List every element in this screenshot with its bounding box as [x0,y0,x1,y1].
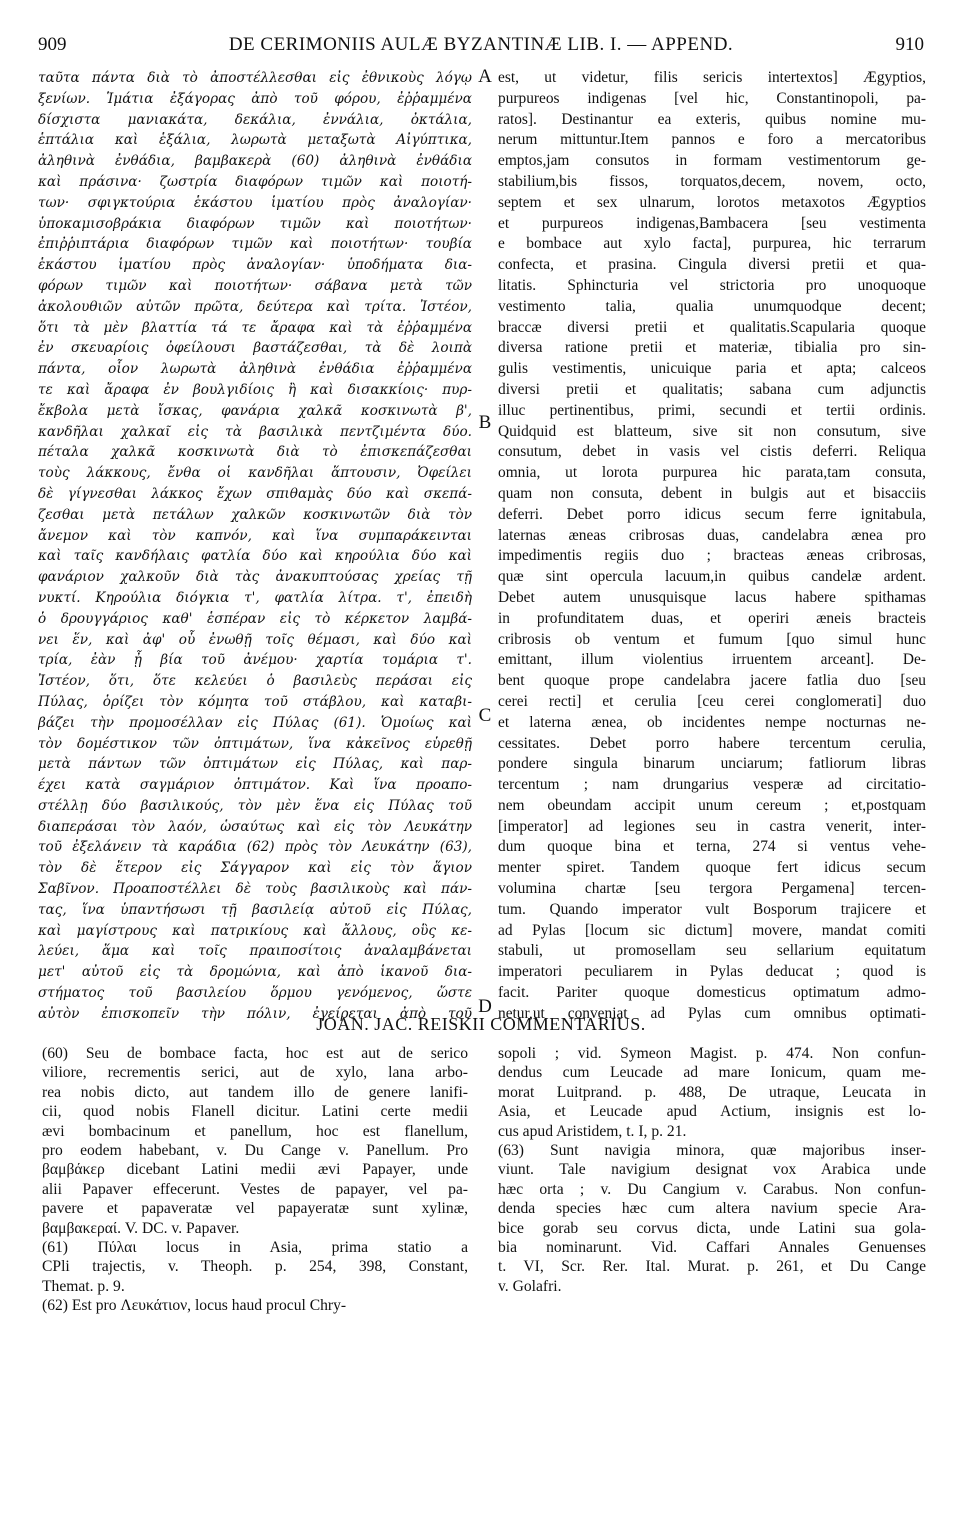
greek-text-line: νει ἕν, καὶ ἀφ' οὗ ἐνωθῇ τοῖς θέμασι, καὶ δύο καὶ [38,631,472,648]
greek-text-line: ὑποκαμισοβράκια διαφόρων τιμῶν καὶ ποιοτήτων· [38,215,472,232]
latin-text-line: laternas æneas cribrosas duas, candelabra ænea pro [498,526,926,544]
commentary-title: JOAN. JAC. REISKII COMMENTARIUS. [316,1014,646,1034]
latin-text-line: impedimentis regiis duo ; bracteas æneas cribrosas, [498,547,926,565]
latin-text-line: ratos]. Destinantur ea exteris, quibus nomine mu- [498,110,926,128]
greek-text-line: Σαβῖνον. Προαποστέλλει δὲ τοὺς βασιλικοὺς καὶ πάν- [38,881,472,898]
footnote-line: Themat. p. 9. [42,1277,125,1295]
latin-text-line: omnia, ut lorota purpurea hic parata,tam consuta, [498,464,926,482]
latin-text-line: tercentum ; nam drungarius vesperæ ad circitatio- [498,776,926,794]
greek-text-line: διαπεράσαι τὸν λαόν, ὡσαύτως καὶ εἰς τὸν Λευκάτην [38,818,472,835]
footnote-line: pavere et papaveratæ vel papayeratæ sunt xylinæ, [42,1200,468,1218]
footnote-line: morat Luitprand. p. 488, De utraque, Leucata in [498,1083,926,1101]
margin-marker-c: C [478,705,492,726]
footnote-line: t. VI, Scr. Rer. Ital. Murat. p. 261, et Du Cange [498,1258,926,1276]
latin-text-line: cessitates. Debet porro habere tercentum cerulia, [498,734,926,752]
greek-text-line: ἔκβολα μετὰ ἴσκας, φανάρια χαλκᾶ κοσκινωτὰ β', [38,402,472,419]
greek-text-line: μετ' αὐτοῦ εἰς τὰ δρομώνια, καὶ ἀπὸ ἱκανοῦ δια- [38,964,472,981]
latin-text-line: cribrosis ob ventum et fumum [quo simul hunc [498,630,926,648]
footnote-line: βαμβακεραί. V. DC. v. Papaver. [42,1219,240,1237]
footnote-line: hæc orta ; v. Du Cangium v. Carabus. Non confun- [498,1180,926,1198]
latin-text-line: est, ut videtur, filis sericis intertextos] Ægyptios, [498,69,926,86]
greek-text-line: βάζει τὴν προμοσέλλαν εἰς Πύλας (61). Ὁμοίως καὶ [38,714,472,731]
greek-text-line: καὶ πράσινα· ζωστρία διαφόρων τιμῶν καὶ ποιοτή- [38,173,472,190]
latin-text-line: illuc pertinentibus, primi, secundi et tertii ordinis. [498,401,926,419]
greek-text-line: ἐν σκευαρίοις ὀφείλουσι βαστάζεσθαι, τὰ δὲ λοιπὰ [38,340,472,357]
greek-text-line: δὲ γίγνεσθαι λάκκος ἔχων σπιθαμὰς δύο καὶ σκεπά- [38,485,472,502]
footnote-line: bice gorab seu corvus dicta, unde Latini sua gola- [498,1219,926,1237]
greek-text-line: έχει κατὰ σαγμάριον ὀπτιμάτον. Καὶ ἵνα προαπο- [38,777,472,794]
footnote-line: (60) Seu de bombace facta, hoc est aut de serico [42,1045,468,1062]
footnote-line: cus apud Aristidem, t. I, p. 21. [498,1122,687,1140]
latin-text-line: quam non consuta, debent in bulgis aut et bisacciis [498,484,926,502]
greek-text-line: φανάριον χαλκοῦν διὰ τὰς ἀνακυπτούσας χρείας τῇ [38,569,472,586]
greek-text-line: των· σφιγκτούρια ἑκάστου ἱματίου πρὸς ἀναλογίαν· [38,194,472,211]
footnote-line: (63) Sunt navigia minora, quæ majoribus inser- [498,1141,926,1159]
latin-text-line: netur,ut conveniat ad Pylas cum omnibus optimati- [498,1004,926,1022]
footnote-line: (61) Πύλαι locus in Asia, prima statio a [42,1238,468,1256]
latin-text-line: et laterna ænea, ob incidentes nempe nocturnas ne- [498,713,926,731]
latin-text-line: emptos,jam consutos in formam vestimentorum ge- [498,152,926,170]
latin-text-line: ad Pylas [locum sic dictum] movere, mandat comiti [498,921,926,939]
latin-text-line: confecta, et prasina. Cingula diversi pretii et qua- [498,256,926,274]
greek-text-line: τὸν δομέστικον τῶν ὀπτιμάτων, ἵνα κἀκεῖνος εὑρεθῇ [38,735,472,752]
footnotes-right-column [498,1044,926,1296]
greek-text-line: στέλλῃ δύο βασιλικούς, τὸν μὲν ἕνα εἰς Πύλας τοῦ [38,797,472,814]
greek-text-line: ὁ δρουγγάριος καθ' ἑσπέραν εἰς τὸ κέρκετον λαμβά- [38,610,472,627]
latin-text-line: pondere singula binarum unciarum; fatliorum libras [498,755,926,773]
greek-text-line: ἀκολουθιῶν αὐτῶν πρῶτα, δεύτερα καὶ τρίτα. Ἰστέον, [38,298,472,315]
greek-text-line: φόρων τιμῶν καὶ ποιοτήτων· σάβανα μετὰ τῶν [38,277,472,294]
footnote-line: bia nominarunt. Vid. Caffari Annales Genuenses [498,1238,926,1256]
latin-text-line: menter spiret. Tandem quoque fert idicus secum [498,859,926,877]
greek-text-line: τοῦ ἐξελάνειν τὰ καράδια (62) πρὸς τὸν Λευκάτην (63), [38,839,472,856]
latin-text-line: et purpureos indigenas,Bambacera [seu vestimenta [498,214,926,232]
greek-text-line: τε καὶ ἄραφα ἐν βουλγιδίοις ἢ καὶ δισακκίοις· πυρ- [38,381,472,398]
margin-marker-d: D [478,996,492,1017]
footnote-line: sopoli ; vid. Symeon Magist. p. 474. Non confun- [498,1045,926,1062]
latin-text-line: nem obeundam accipit unum cereum ; et,postquam [498,796,926,814]
greek-text-line: τοὺς λάκκους, ἔνθα οἱ κανδῆλαι ἅπτουσιν, Ὀφείλει [38,465,472,482]
greek-text-line: καὶ ταῖς κανδήλαις φατλία δύο καὶ κηρούλια δύο καὶ [38,548,472,565]
greek-text-line: ἄνεμον καὶ τὸν καπνόν, καὶ ἵνα συμπαράκεινται [38,527,472,544]
greek-text-line: ὅτι τὰ μὲν βλαττία τά τε ἄραφα καὶ τὰ ἐῤῥαμμένα [38,319,472,336]
latin-text-line: consutum, debet in vasis vel cistis deferri. Reliqua [498,443,926,461]
greek-text-line: ξενίων. Ἱμάτια ἐξάγορας ἀπὸ τοῦ φόρου, ἐῤῥαμμένα [38,90,472,107]
latin-text-line: cerei recti] et cerulia [ceu cerei conglomerati] duo [498,692,926,710]
footnote-line: (62) Est pro Λευκάτιον, locus haud procul Chry- [42,1297,347,1315]
latin-text-line: dum quoque bina et terna, 274 si ventus vehe- [498,838,926,856]
greek-text-line: ἀληθινὰ ἐνθάδια, βαμβακερὰ (60) ἀληθινὰ ἐνθάδια [38,153,472,170]
latin-text-line: e bombace aut xylo facta], purpurea, hic terrarum [498,235,926,253]
latin-text-line: Debet autem unusquisque lacus habere spithamas [498,588,926,606]
footnote-line: βαμβάκερ dicebant Latini medii ævi Papayer, unde [42,1161,468,1179]
footnote-line: denda species hæc cum altera navium specie Ara- [498,1200,926,1218]
right-page-number: 910 [895,34,924,55]
greek-text-line: Πύλας, ὁρίζει τὸν κόμητα τοῦ στάβλου, καὶ καταβι- [38,693,472,710]
latin-text-line: in profunditatem duas, et operiri æneis bracteis [498,609,926,627]
left-page-number: 909 [38,34,67,55]
latin-text-line: litatis. Sphincturia vel strictoria pro unoquoque [498,276,926,294]
greek-text-line: αὐτὸν ἐπισκοπεῖν τὴν πόλιν, ἐγείρεται ἀπὸ τοῦ [38,1005,472,1022]
margin-marker-a: A [478,66,492,87]
greek-text-line: ἑπτάλια καὶ ἑξάλια, λωρωτὰ μεταξωτὰ Αἰγύπτικα, [38,132,472,149]
latin-text-line: Quidquid est blatteum, sive sit non consutum, sive [498,422,926,440]
latin-text-line: purpureos indigenas [vel hic, Constantinopoli, pa- [498,89,926,107]
latin-text-line: nerum mittuntur.Item pannos e foro a mercatoribus [498,131,926,149]
latin-text-line: deferri. Debet porro idicus secum ferre ignitabula, [498,505,926,523]
greek-text-line: καὶ μαγίστρους καὶ πατρικίους καὶ ἄλλους, οὓς κε- [38,922,472,939]
latin-text-line: diversa ratione pretii et materiæ, tibialia pro sin- [498,339,926,357]
footnote-line: ævi bombacinum et panellum, hoc est flanellum, [42,1122,468,1140]
running-header [38,34,924,60]
latin-text-line: [imperator] ad legiones seu in castra venerit, inter- [498,817,926,835]
greek-text-line: ἑκάστου ἱματίου πρὸς ἀναλογίαν· ὑποδήματα δια- [38,257,472,274]
latin-text-line: stabuli, ut promosellam seu sellarium equitatum [498,942,926,960]
greek-text-line: νυκτί. Κηρούλια διόγκια τ', φατλία λίτρα. τ', ἐπειδὴ [38,589,472,606]
footnote-line: Asia, et Leucade apud Actium, insignis est lo- [498,1103,926,1121]
greek-text-line: πάντα, οἷον λωρωτὰ ἀληθινὰ ἐνθάδια ἐῤῥαμμένα [38,361,472,378]
latin-text-line: quæ sint opercula lacuum,in quibus candelæ ardent. [498,568,926,586]
latin-text-line: stabilium,bis fissos, torquatos,decem, novem, octo, [498,172,926,190]
latin-text-line: vestimento talia, qualia unumquodque decent; [498,297,926,315]
greek-text-line: τὸν δὲ ἕτερον εἰς Σάγγαρον καὶ εἰς τὸν ἅγιον [38,860,472,877]
greek-text-line: τρία, ἐὰν ᾖ βία τοῦ ἀνέμου· χαρτία τομάρια τ'. [38,652,472,669]
greek-text-line: τας, ἵνα ὑπαντήσωσι τῇ βασιλείᾳ αὐτοῦ εἰς Πύλας, [38,901,472,918]
footnote-line: pro eodem habebant, v. Du Cange v. Panellum. Pro [42,1141,468,1159]
latin-text-line: diversi pretii et qualitatis; sabana cum adjunctis [498,380,926,398]
latin-text-line: septem et sex ulnarum, lorotos metaxotos Ægyptios [498,193,926,211]
footnote-line: v. Golafri. [498,1277,562,1295]
footnote-line: rea nobis dicto, aut tandem illo de genere lanifi- [42,1083,468,1101]
latin-text-line: gulis vestimentis, unicuique paria et apta; calceos [498,360,926,378]
greek-text-line: μετὰ πάντων τῶν ὀπτιμάτων εἰς Πύλας, καὶ παρ- [38,756,472,773]
footnote-line: dendus cum Leucade ad mare Ionicum, quam me- [498,1064,926,1082]
greek-text-line: Ἰστέον, ὅτι, ὅτε κελεύει ὁ βασιλεὺς περάσαι εἰς [38,673,472,690]
latin-text-column [498,68,926,1025]
footnote-line: CPli trajectis, v. Theoph. p. 254, 398, Constant, [42,1258,468,1276]
greek-text-line: κανδῆλαι χαλκαῖ εἰς τὰ βασιλικὰ πεντζιμέντα δύο. [38,423,472,440]
greek-text-line: λεύει, ἅμα καὶ τοῖς πραιποσίτοις ἀναλαμβάνεται [38,943,472,960]
latin-text-line: bent quoque prope candelabra jacere fatlia duo [seu [498,672,926,690]
latin-text-line: emittant, illum violentius irruentem arceant]. De- [498,651,926,669]
footnote-line: viliore, recrementis serici, aut de xylo, lana arbo- [42,1064,468,1082]
footnote-line: cii, quod nobis Flanell dicitur. Latini certe medii [42,1103,468,1121]
latin-text-line: facit. Pariter quoque domesticus optimatum admo- [498,984,926,1002]
greek-text-line: δίσχιστα μανιακάτα, δεκάλια, ἐννάλια, ὀκτάλια, [38,111,472,128]
greek-text-line: ζεσθαι μετὰ πετάλων χαλκῶν κοσκινωτῶν διὰ τὸν [38,506,472,523]
greek-text-line: στήματος τοῦ βασιλείου ὅρμου γενόμενος, ὥστε [38,985,472,1002]
greek-text-line: ἐπιῤῥιπτάρια διαφόρων τιμῶν καὶ ποιοτήτων· τουβία [38,236,472,253]
greek-text-line: ταῦτα πάντα διὰ τὸ ἀποστέλλεσθαι εἰς ἐθνικοὺς λόγῳ [38,70,472,86]
footnotes-left-column [42,1044,468,1315]
latin-text-line: braccæ diversi pretii et qualitatis.Scapularia quoque [498,318,926,336]
footnote-line: viunt. Tale navigium designat vox Arabica unde [498,1161,926,1179]
latin-text-line: tum. Quando imperator vult Bosporum trajicere et [498,900,926,918]
footnote-line: alii Papaver effecerunt. Vestes de papayer, vel pa- [42,1180,468,1198]
latin-text-line: imperatori peculiarem in Pylas deducat ; quod is [498,963,926,981]
running-title: DE CERIMONIIS AULÆ BYZANTINÆ LIB. I. — APPEND. [228,34,734,55]
greek-text-column [38,68,472,1025]
latin-text-line: volumina chartæ [seu tergora Pergamena] tercen- [498,880,926,898]
margin-marker-b: B [478,412,492,433]
greek-text-line: πέταλα χαλκᾶ κοσκινωτὰ διὰ τὸ ἐπισκεπάζεσθαι [38,444,472,461]
